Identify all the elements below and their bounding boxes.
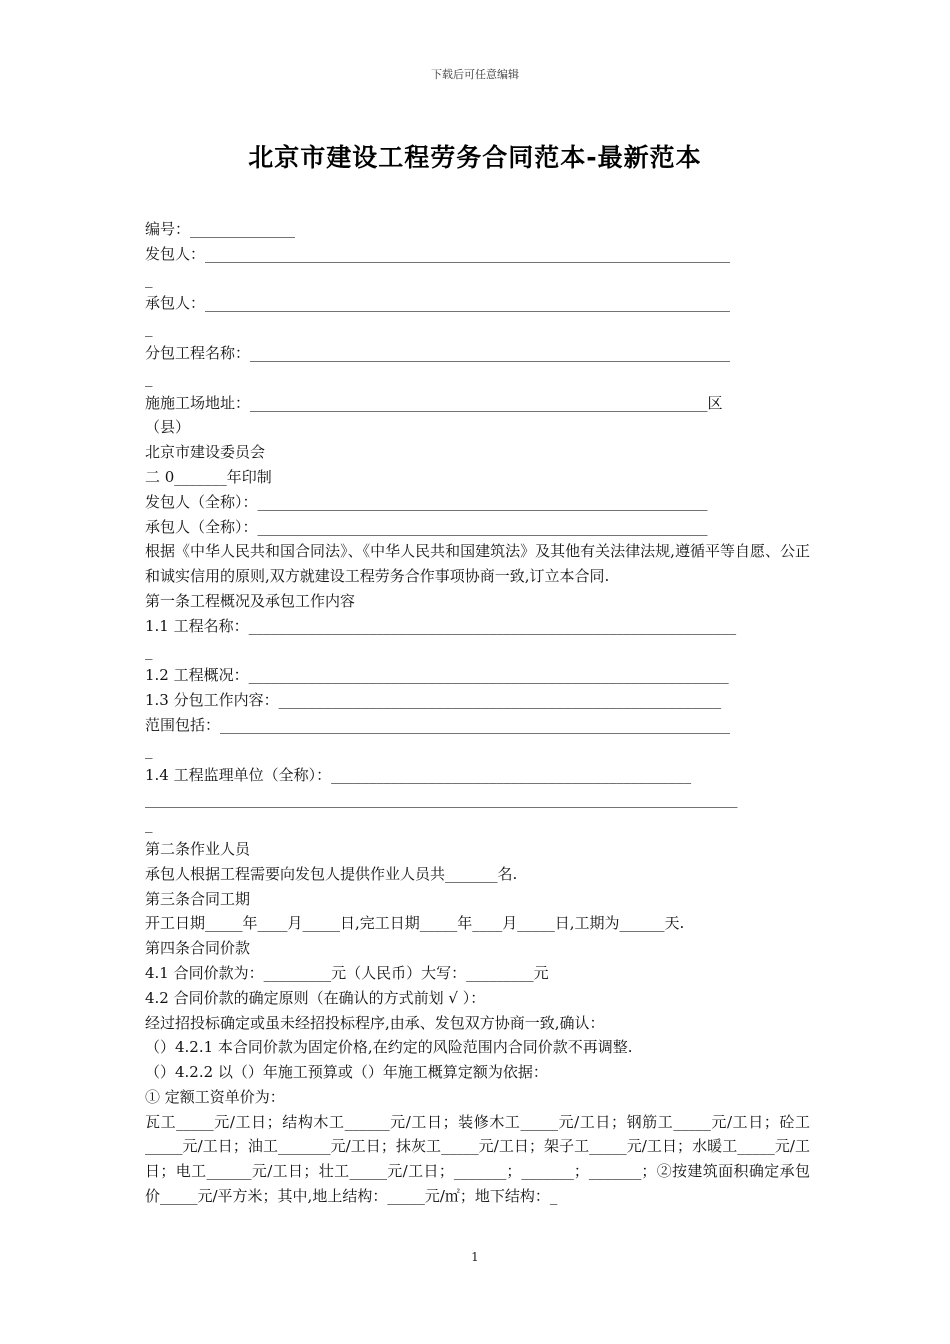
header-note: 下载后可任意编辑: [431, 68, 519, 81]
contractor-line-overflow: _: [145, 319, 153, 338]
scope-line-overflow: _: [145, 740, 153, 759]
subcontract-project-name-line: 分包工程名称：________________________________________________________________: [145, 343, 731, 362]
scope-line: 范围包括：____________________________________________________________________: [145, 715, 731, 734]
contractor-line: 承包人：______________________________________________________________________: [145, 294, 731, 313]
clause-1-3-line: 1.3 分包工作内容：___________________________________________________________: [145, 691, 722, 710]
preamble-paragraph: 根据《中华人民共和国合同法》、《中华人民共和国建筑法》及其他有关法律法规,遵循平等自愿、公正和诚实信用的原则,双方就建设工程劳务合作事项协商一致,订立本合同.: [145, 542, 810, 586]
wage-rates-paragraph: 瓦工_____元/工日；结构木工______元/工日；装修木工_____元/工日；钢筋工_____元/工日；砼工_____元/工日；油工_______元/工日；抹灰工_____元/工日；架子工_____元/工日；水暖工_____元/工日；电工______元/工日；壮工_____元/工日；_______；_______；_______；②按建筑面积确定承包价_____元/平方米；其中,地上结构：_____元/㎡；地下结构：_: [145, 1112, 810, 1206]
clause-1-4-line: 1.4 工程监理单位（全称）：________________________________________________: [145, 765, 692, 784]
clause-4-2-2-line: （）4.2.2 以（）年施工预算或（）年施工概算定额为依据：: [145, 1063, 548, 1082]
article-4-heading: 第四条合同价款: [145, 939, 251, 958]
clause-1-4-overflow: _: [145, 815, 153, 834]
contract-number-line: 编号：______________: [145, 220, 296, 238]
issuing-authority: 北京市建设委员会: [145, 443, 266, 462]
article-3-heading: 第三条合同工期: [145, 889, 251, 908]
site-address-line: 施施工场地址：_____________________________________________________________区: [145, 393, 723, 412]
site-address-county: （县）: [145, 418, 191, 437]
clause-4-2-1-line: （）4.2.1 本合同价款为固定价格,在约定的风险范围内合同价款不再调整.: [145, 1038, 633, 1057]
clause-1-4-continuation: _______________________________________________________________________________: [145, 790, 738, 809]
clause-1-1-line: 1.1 工程名称：_________________________________________________________________: [145, 616, 737, 635]
clause-4-2-line: 4.2 合同价款的确定原则（在确认的方式前划 √ ）：: [145, 988, 486, 1007]
schedule-line: 开工日期_____年____月_____日,完工日期_____年____月_____日,工期为______天.: [145, 914, 685, 933]
page-number: 1: [471, 1250, 479, 1264]
print-year-line: 二 0_______年印制: [145, 467, 272, 486]
clause-1-1-overflow: _: [145, 641, 153, 660]
document-title: 北京市建设工程劳务合同范本-最新范本: [248, 143, 702, 172]
article-2-heading: 第二条作业人员: [145, 839, 251, 858]
clause-1-2-line: 1.2 工程概况：________________________________________________________________: [145, 666, 729, 685]
workers-count-line: 承包人根据工程需要向发包人提供作业人员共_______名.: [145, 864, 518, 883]
wage-rate-heading: ① 定额工资单价为：: [145, 1087, 285, 1106]
employer-line-overflow: _: [145, 269, 153, 288]
article-1-heading: 第一条工程概况及承包工作内容: [145, 591, 356, 610]
employer-full-name-line: 发包人（全称）：____________________________________________________________: [145, 492, 708, 511]
subcontract-project-name-overflow: _: [145, 368, 153, 387]
tender-confirmation-line: 经过招投标确定或虽未经招投标程序,由承、发包双方协商一致,确认：: [145, 1013, 605, 1032]
contract-body: [145, 217, 810, 1209]
contractor-full-name-line: 承包人（全称）：____________________________________________________________: [145, 517, 708, 536]
clause-4-1-line: 4.1 合同价款为：_________元（人民币）大写：_________元: [145, 963, 549, 982]
employer-line: 发包人：______________________________________________________________________: [145, 244, 731, 263]
